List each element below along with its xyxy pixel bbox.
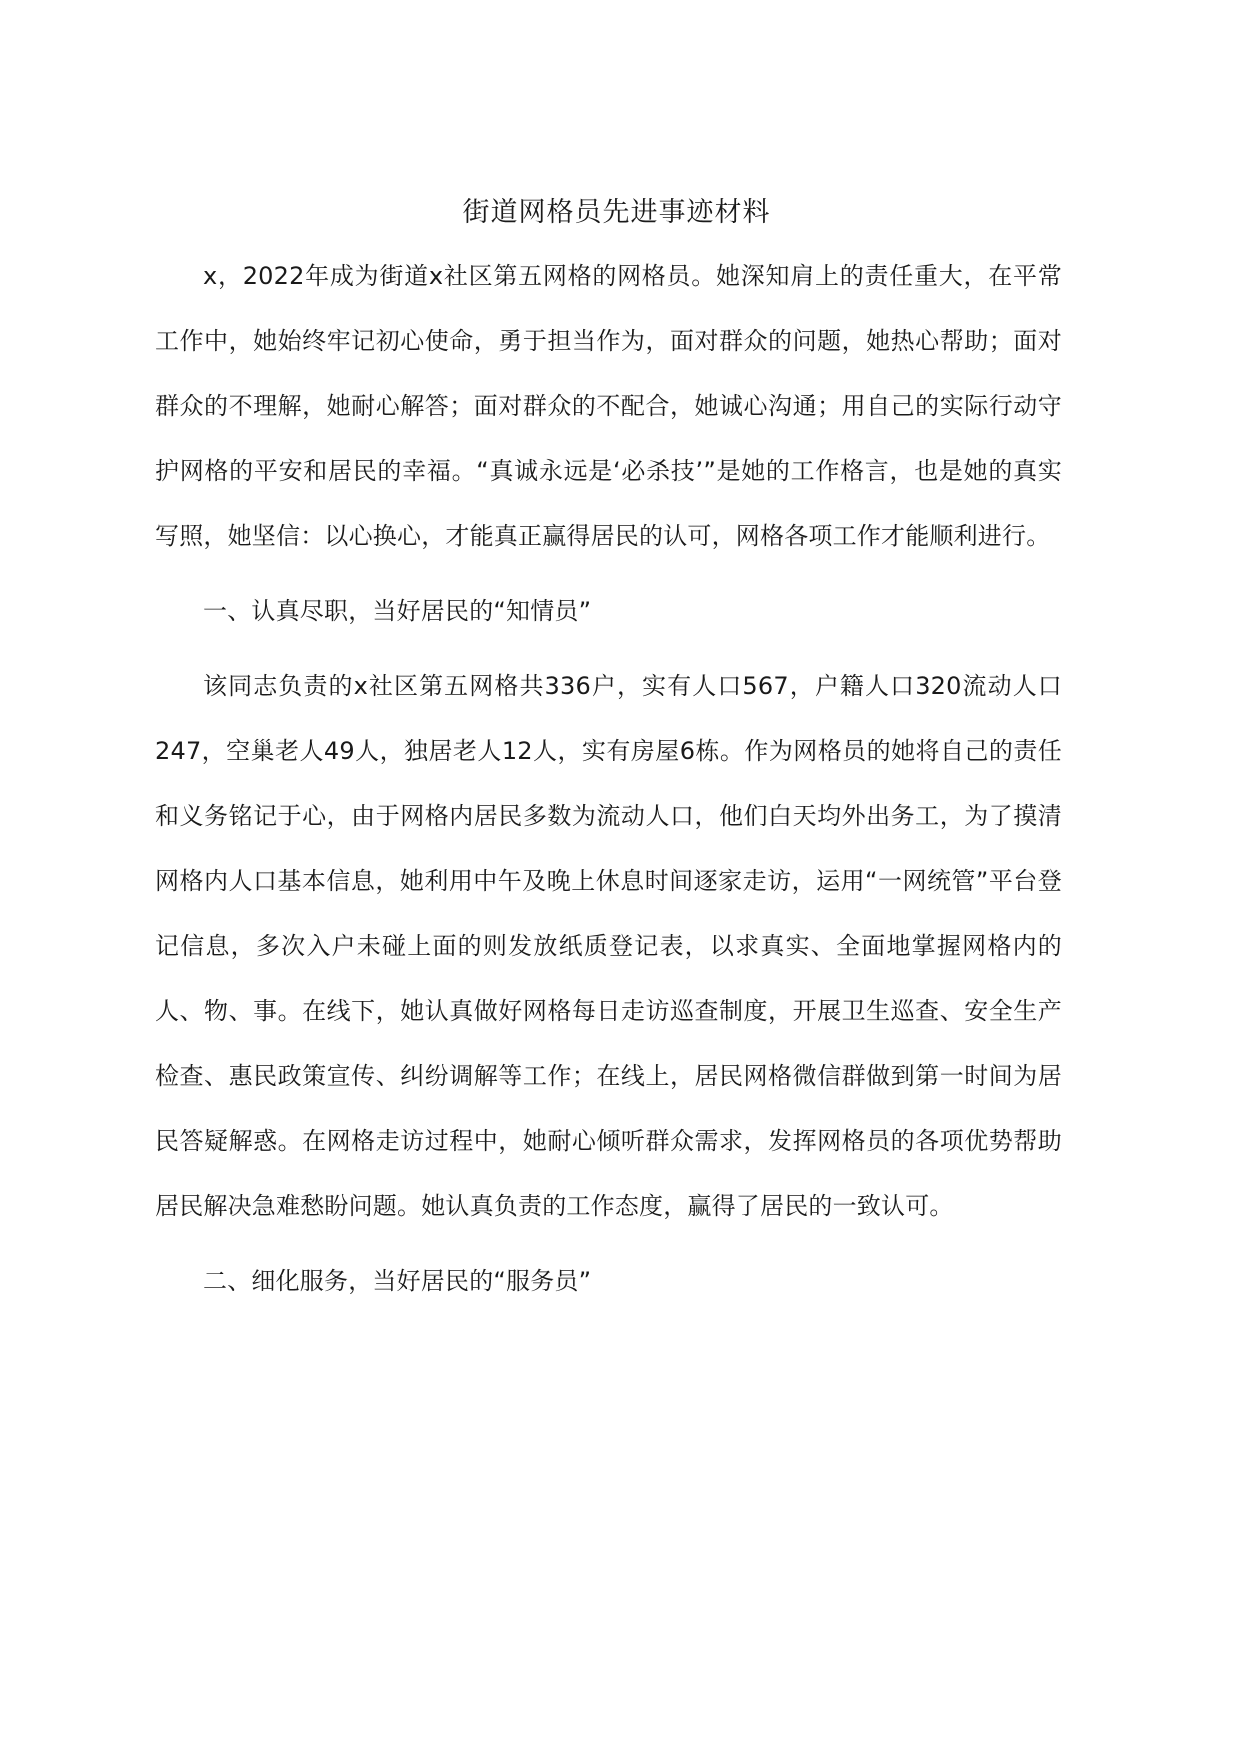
section-1-heading: 一、认真尽职，当好居民的“知情员” bbox=[203, 597, 592, 625]
section-2-heading: 二、细化服务，当好居民的“服务员” bbox=[203, 1267, 592, 1295]
section-1-paragraph: 该同志负责的x社区第五网格共336户，实有人口567，户籍人口320流动人口247，空巢老人49人，独居老人12人，实有房屋6栋。作为网格员的她将自己的责任和义务铭记于心，由于网格内居民多数为流动人口，他们白天均外出务工，为了摸清网格内人口基本信息，她利用中午及晚上休息时间逐家走访，运用“一网统管”平台登记信息，多次入户未碰上面的则发放纸质登记表，以求真实、全面地掌握网格内的人、物、事。在线下，她认真做好网格每日走访巡查制度，开展卫生巡查、安全生产检查、惠民政策宣传、纠纷调解等工作；在线上，居民网格微信群做到第一时间为居民答疑解惑。在网格走访过程中，她耐心倾听群众需求，发挥网格员的各项优势帮助居民解决急难愁盼问题。她认真负责的工作态度，赢得了居民的一致认可。 bbox=[155, 672, 1062, 1220]
document-title: 街道网格员先进事迹材料 bbox=[462, 197, 771, 228]
intro-paragraph: x，2022年成为街道x社区第五网格的网格员。她深知肩上的责任重大，在平常工作中，她始终牢记初心使命，勇于担当作为，面对群众的问题，她热心帮助；面对群众的不理解，她耐心解答；面对群众的不配合，她诚心沟通；用自己的实际行动守护网格的平安和居民的幸福。“真诚永远是‘必杀技’”是她的工作格言，也是她的真实写照，她坚信：以心换心，才能真正赢得居民的认可，网格各项工作才能顺利进行。 bbox=[155, 262, 1062, 550]
